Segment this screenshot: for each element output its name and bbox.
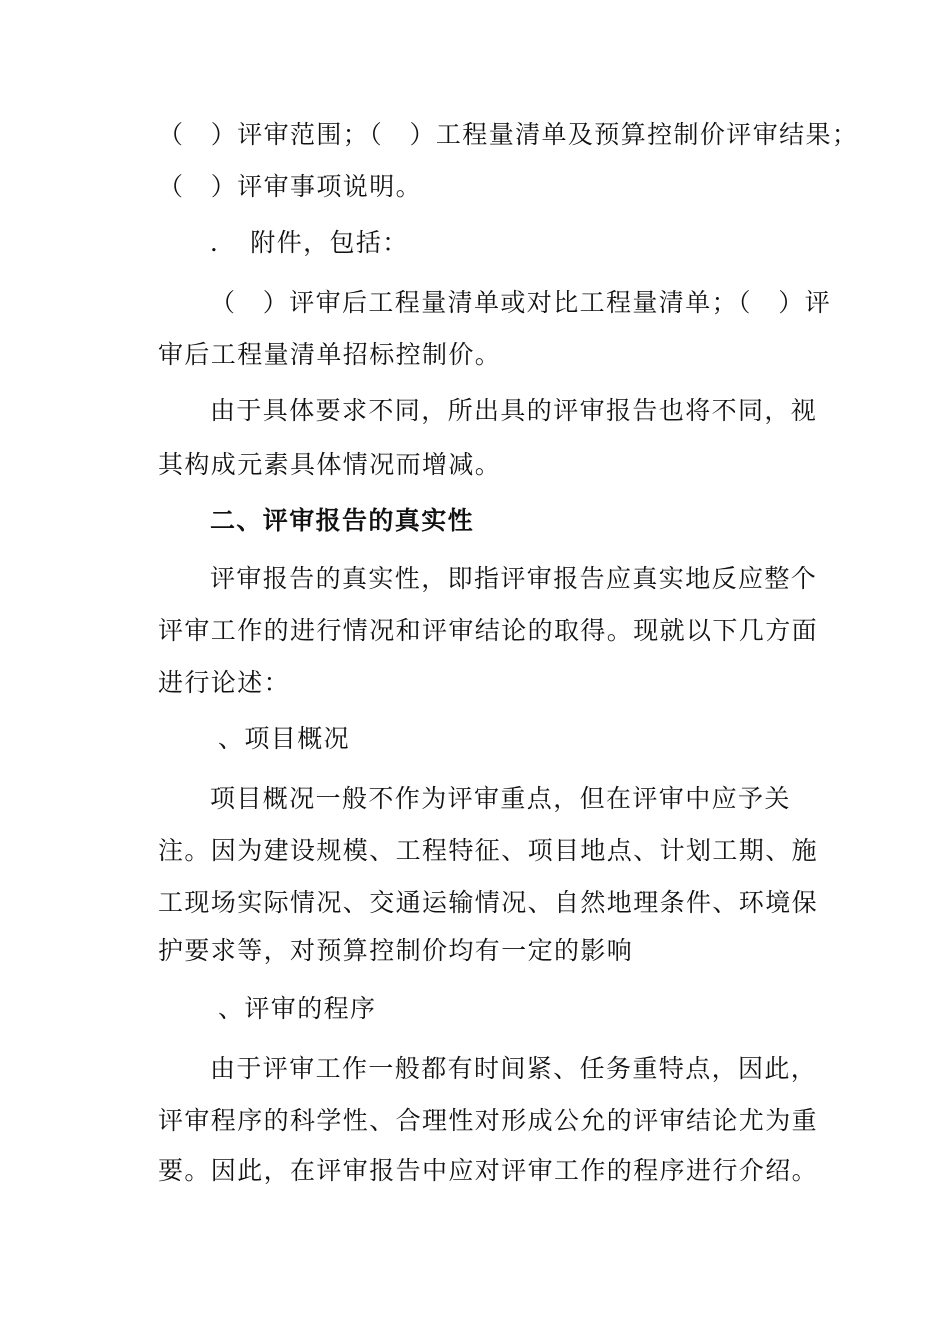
- text-line: 进行论述：: [158, 668, 291, 697]
- text-line: 由于评审工作一般都有时间紧、任务重特点，因此，: [210, 1054, 818, 1083]
- text-line: 审后工程量清单招标控制价。: [158, 340, 502, 369]
- text-line: （ ）评审后工程量清单或对比工程量清单；（ ）评: [210, 288, 832, 317]
- text-line: 护要求等，对预算控制价均有一定的影响: [158, 936, 634, 965]
- text-line: 项目概况一般不作为评审重点，但在评审中应予关: [210, 784, 791, 813]
- text-line: 要。因此，在评审报告中应对评审工作的程序进行介绍。: [158, 1156, 819, 1185]
- text-line: 由于具体要求不同，所出具的评审报告也将不同，视: [210, 396, 818, 425]
- section-heading: 二、评审报告的真实性: [210, 506, 475, 535]
- text-line: 评审工作的进行情况和评审结论的取得。现就以下几方面: [158, 616, 819, 645]
- text-line: 注。因为建设规模、工程特征、项目地点、计划工期、施: [158, 836, 819, 865]
- text-line: ． 附件，包括：: [210, 228, 409, 257]
- text-line: 其构成元素具体情况而增减。: [158, 450, 502, 479]
- text-line: 工现场实际情况、交通运输情况、自然地理条件、环境保: [158, 888, 819, 917]
- text-line: （ ）评审事项说明。: [158, 172, 423, 201]
- text-line: 评审报告的真实性，即指评审报告应真实地反应整个: [210, 564, 818, 593]
- text-line: 评审程序的科学性、合理性对形成公允的评审结论尤为重: [158, 1106, 819, 1135]
- subsection-heading: 、项目概况: [218, 724, 351, 753]
- text-line: （ ）评审范围；（ ）工程量清单及预算控制价评审结果；: [158, 120, 859, 149]
- subsection-heading: 、评审的程序: [218, 994, 377, 1023]
